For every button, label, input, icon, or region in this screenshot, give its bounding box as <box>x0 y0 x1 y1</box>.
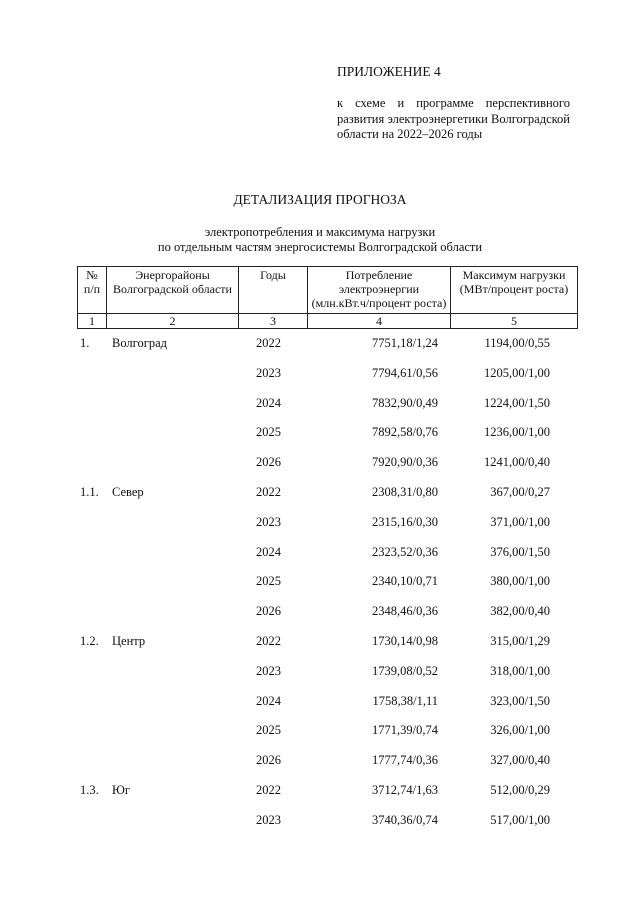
row-max-load: 1224,00/1,50 <box>484 395 550 410</box>
subtitle-line-1: электропотребления и максимума нагрузки <box>204 225 436 239</box>
table-row <box>0 332 640 362</box>
subtitle-line-2: по отдельным частям энергосистемы Волгоградской области <box>157 240 483 254</box>
col-index-2: 2 <box>107 314 239 329</box>
row-max-load: 1194,00/0,55 <box>484 336 550 350</box>
row-consumption: 3740,36/0,74 <box>372 812 438 827</box>
row-year: 2023 <box>256 514 281 529</box>
row-year: 2022 <box>256 782 281 797</box>
row-number: 1.2. <box>80 633 99 648</box>
row-year: 2024 <box>256 395 281 410</box>
table-row <box>0 719 640 749</box>
row-consumption: 1758,38/1,11 <box>372 693 438 708</box>
row-max-load: 1236,00/1,00 <box>484 425 550 440</box>
row-consumption: 3712,74/1,63 <box>372 782 438 797</box>
header-index-row <box>78 314 578 329</box>
col-header-consumption: Потребление электроэнергии (млн.кВт.ч/процент роста) <box>308 267 451 314</box>
row-max-load: 517,00/1,00 <box>490 812 550 827</box>
row-year: 2023 <box>256 812 281 827</box>
row-consumption: 7832,90/0,49 <box>372 395 438 410</box>
table-row <box>0 421 640 451</box>
appendix-heading: ПРИЛОЖЕНИЕ 4 <box>337 64 441 79</box>
row-year: 2022 <box>256 484 281 499</box>
row-year: 2026 <box>256 455 281 470</box>
row-max-load: 1241,00/0,40 <box>484 455 550 470</box>
row-consumption: 1771,39/0,74 <box>372 723 438 738</box>
col-header-max-load: Максимум нагрузки (МВт/процент роста) <box>451 267 578 314</box>
row-consumption: 7751,18/1,24 <box>372 336 438 350</box>
row-number: 1.3. <box>80 782 99 797</box>
row-consumption: 7892,58/0,76 <box>372 425 438 440</box>
table-row <box>0 511 640 541</box>
row-consumption: 1730,14/0,98 <box>372 633 438 648</box>
row-max-load: 318,00/1,00 <box>490 663 550 678</box>
table-row <box>0 809 640 839</box>
col-index-3: 3 <box>239 314 308 329</box>
row-max-load: 315,00/1,29 <box>490 633 550 648</box>
row-max-load: 382,00/0,40 <box>490 604 550 619</box>
document-subtitle <box>0 225 640 255</box>
row-region: Волгоград <box>112 336 168 350</box>
table-row <box>0 570 640 600</box>
col-index-1: 1 <box>78 314 107 329</box>
row-year: 2026 <box>256 604 281 619</box>
col-index-5: 5 <box>451 314 578 329</box>
row-max-load: 376,00/1,50 <box>490 544 550 559</box>
row-region: Юг <box>112 782 130 797</box>
table-row <box>0 541 640 571</box>
row-consumption: 1739,08/0,52 <box>372 663 438 678</box>
row-consumption: 7920,90/0,36 <box>372 455 438 470</box>
table-row <box>0 779 640 809</box>
row-consumption: 2308,31/0,80 <box>372 484 438 499</box>
row-consumption: 2340,10/0,71 <box>372 574 438 589</box>
row-max-load: 512,00/0,29 <box>490 782 550 797</box>
row-max-load: 327,00/0,40 <box>490 753 550 768</box>
row-year: 2025 <box>256 425 281 440</box>
document-title: ДЕТАЛИЗАЦИЯ ПРОГНОЗА <box>233 192 407 207</box>
row-consumption: 2323,52/0,36 <box>372 544 438 559</box>
table-row <box>0 392 640 422</box>
row-region: Центр <box>112 633 146 648</box>
table-row <box>0 660 640 690</box>
col-index-4: 4 <box>308 314 451 329</box>
table-row <box>0 451 640 481</box>
col-header-region: Энергорайоны Волгоградской области <box>107 267 239 314</box>
row-number: 1.1. <box>80 484 99 499</box>
row-year: 2025 <box>256 574 281 589</box>
row-max-load: 323,00/1,50 <box>490 693 550 708</box>
row-year: 2023 <box>256 365 281 380</box>
row-year: 2026 <box>256 753 281 768</box>
row-max-load: 371,00/1,00 <box>490 514 550 529</box>
table-row <box>0 600 640 630</box>
row-region: Север <box>112 484 144 499</box>
table-row <box>0 362 640 392</box>
row-year: 2023 <box>256 663 281 678</box>
row-consumption: 2315,16/0,30 <box>372 514 438 529</box>
table-row <box>0 749 640 779</box>
col-header-years: Годы <box>239 267 308 314</box>
table-row <box>0 690 640 720</box>
row-consumption: 7794,61/0,56 <box>372 365 438 380</box>
row-max-load: 367,00/0,27 <box>490 484 550 499</box>
row-year: 2024 <box>256 544 281 559</box>
header-labels-row <box>78 267 578 314</box>
row-max-load: 326,00/1,00 <box>490 723 550 738</box>
row-year: 2025 <box>256 723 281 738</box>
row-consumption: 2348,46/0,36 <box>372 604 438 619</box>
table-row <box>0 630 640 660</box>
row-year: 2024 <box>256 693 281 708</box>
appendix-subheading: к схеме и программе перспективного развития электроэнергетики Волгоградской области на 2022–2026 годы <box>337 96 570 141</box>
row-year: 2022 <box>256 633 281 648</box>
table-header <box>77 266 578 329</box>
row-year: 2022 <box>256 336 281 350</box>
row-consumption: 1777,74/0,36 <box>372 753 438 768</box>
row-max-load: 380,00/1,00 <box>490 574 550 589</box>
col-header-number: № п/п <box>78 267 107 314</box>
row-number: 1. <box>80 336 90 350</box>
table-row <box>0 481 640 511</box>
table-body <box>0 332 640 839</box>
row-max-load: 1205,00/1,00 <box>484 365 550 380</box>
